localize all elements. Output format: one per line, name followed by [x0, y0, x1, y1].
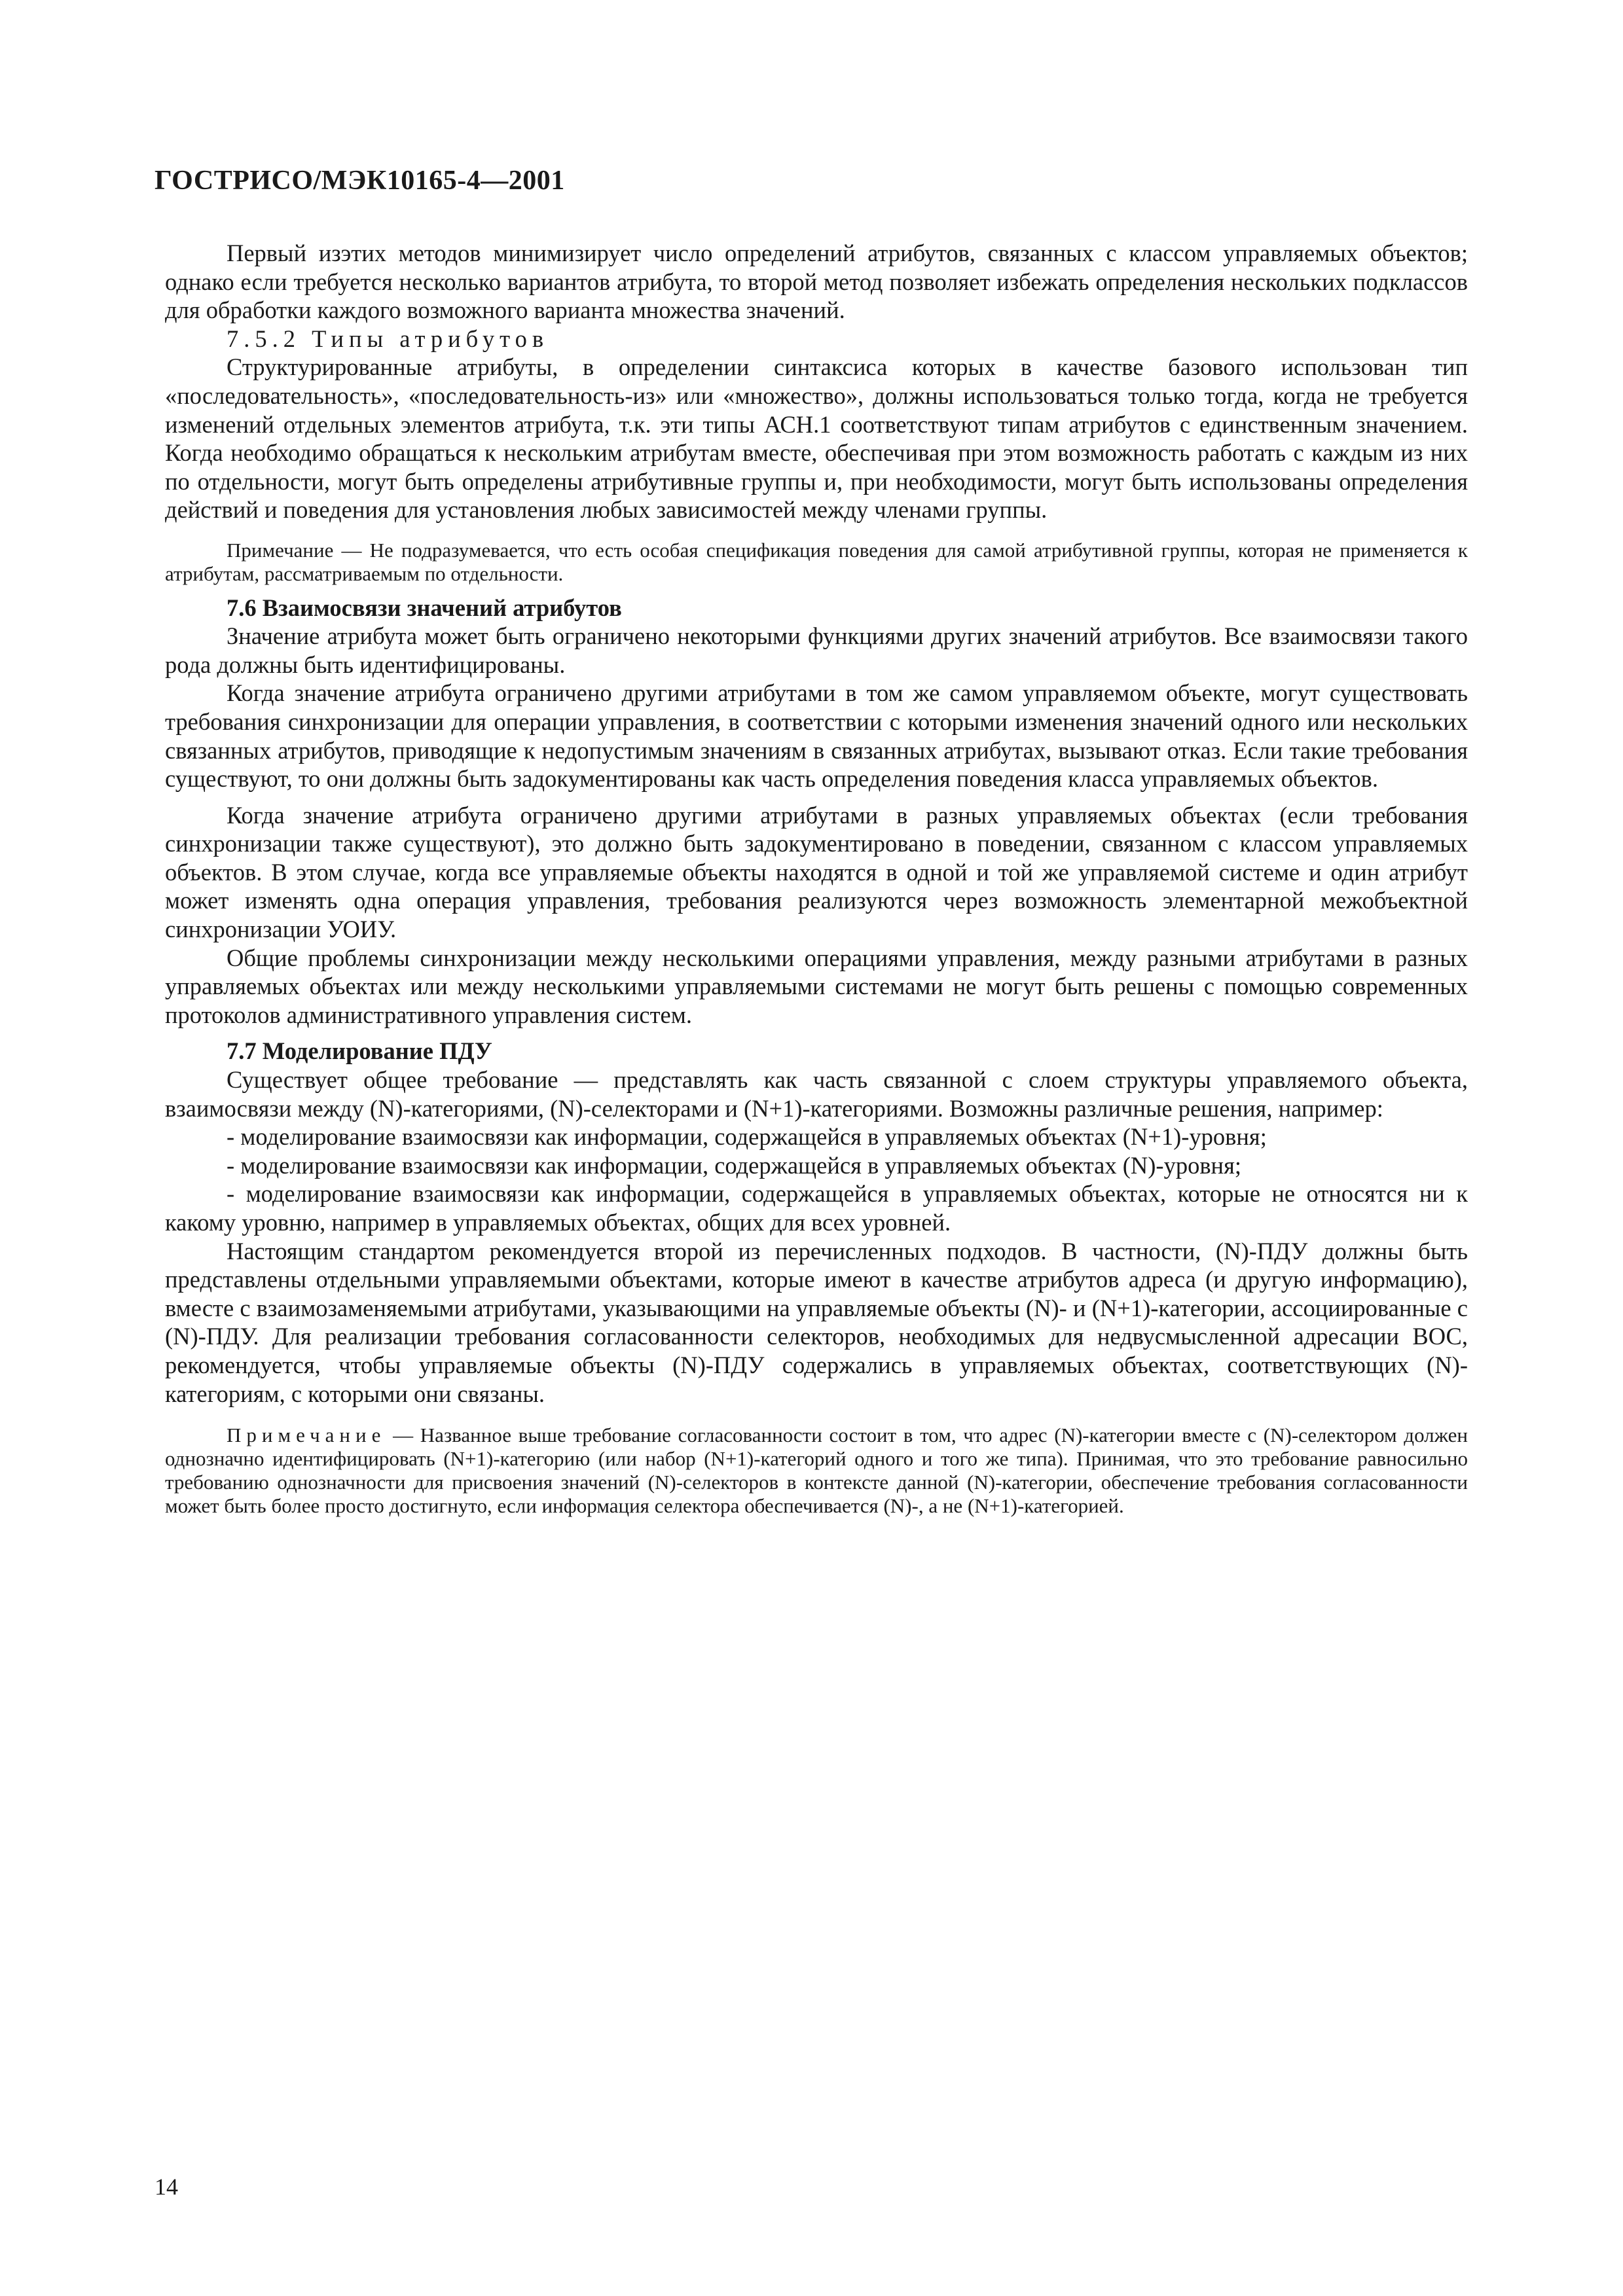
list-item: - моделирование взаимосвязи как информации, содержащейся в управляемых объектах (N+1)-уровня;: [227, 1123, 1267, 1151]
note: [165, 1424, 1468, 1517]
note-label: Примечание: [227, 1424, 386, 1447]
section-heading-7-6: 7.6 Взаимосвязи значений атрибутов: [227, 594, 622, 621]
document-body: [165, 239, 1468, 1517]
approach-list: [165, 1122, 1468, 1236]
paragraph: Когда значение атрибута ограничено другими атрибутами в том же самом управляемом объекте, могут существовать требования синхронизации для операции управления, в соответствии с которыми изменения значений одного или нескольких связанных атрибутов, приводящие к недопустимым значениям в связанных атрибутах, вызывают отказ. Если такие требования существуют, то они должны быть задокументированы как часть определения поведения класса управляемых объектов.: [165, 679, 1468, 793]
page-number: 14: [155, 2174, 178, 2200]
paragraph: Когда значение атрибута ограничено другими атрибутами в разных управляемых объектах (если требования синхронизации также существуют), это должно быть задокументировано в поведении, связанном с классом управляемых объектов. В этом случае, когда все управляемые объекты находятся в одной и той же управляемой системе и один атрибут может изменять одна операция управления, требования реализуются через возможность элементарной межобъектной синхронизации УОИУ.: [165, 801, 1468, 943]
paragraph: Существует общее требование — представлять как часть связанной с слоем структуры управляемого объекта, взаимосвязи между (N)-категориями, (N)-селекторами и (N+1)-категориями. Возможны различные решения, например:: [165, 1066, 1468, 1122]
list-item: - моделирование взаимосвязи как информации, содержащейся в управляемых объектах, которые не относятся ни к какому уровню, например в управляемых объектах, общих для всех уровней.: [165, 1180, 1468, 1236]
note-text: — Названное выше требование согласованности состоит в том, что адрес (N)-категории вместе с (N)-селектором должен однозначно идентифицировать (N+1)-категорию (или набор (N+1)-категорий одного и того же типа). Принимая, что это требование равносильно требованию однозначности для присвоения значений (N)-селекторов в контексте данной (N)-категории, обеспечение требования согласованности может быть более просто достигнуто, если информация селектора обеспечивается (N)-, а не (N+1)-категорией.: [165, 1424, 1468, 1517]
section-heading-7-7: 7.7 Моделирование ПДУ: [227, 1037, 492, 1065]
note: Примечание — Не подразумевается, что есть особая спецификация поведения для самой атрибутивной группы, которая не применяется к атрибутам, рассматриваемым по отдельности.: [165, 538, 1468, 585]
paragraph: Структурированные атрибуты, в определении синтаксиса которых в качестве базового использован тип «последовательность», «последовательность-из» или «множество», должны использоваться только тогда, когда не требуется изменений отдельных элементов атрибута, т.к. эти типы АСН.1 соответствуют типам атрибутов с единственным значением. Когда необходимо обращаться к нескольким атрибутам вместе, обеспечивая при этом возможность работать с каждым из них по отдельности, могут быть определены атрибутивные группы и, при необходимости, могут быть использованы определения действий и поведения для установления любых зависимостей между членами группы.: [165, 353, 1468, 524]
subsection-heading-7-5-2: 7.5.2 Типы атрибутов: [227, 325, 549, 352]
list-item: - моделирование взаимосвязи как информации, содержащейся в управляемых объектах (N)-уровня;: [227, 1151, 1242, 1179]
paragraph: Значение атрибута может быть ограничено некоторыми функциями других значений атрибутов. Все взаимосвязи такого рода должны быть идентифицированы.: [165, 622, 1468, 678]
paragraph: Общие проблемы синхронизации между несколькими операциями управления, между разными атрибутами в разных управляемых объектах или между несколькими управляемыми системами не могут быть решены с помощью современных протоколов административного управления систем.: [165, 944, 1468, 1028]
paragraph: Первый изэтих методов минимизирует число определений атрибутов, связанных с классом управляемых объектов; однако если требуется несколько вариантов атрибута, то второй метод позволяет избежать определения нескольких подклассов для обработки каждого возможного варианта множества значений.: [165, 240, 1468, 324]
paragraph: Настоящим стандартом рекомендуется второй из перечисленных подходов. В частности, (N)-ПДУ должны быть представлены отдельными управляемыми объектами, которые имеют в качестве атрибутов адреса (и другую информацию), вместе с взаимозаменяемыми атрибутами, указывающими на управляемые объекты (N)- и (N+1)-категории, ассоциированные с (N)-ПДУ. Для реализации требования согласованности селекторов, необходимых для недвусмысленной адресации ВОС, рекомендуется, чтобы управляемые объекты (N)-ПДУ содержались в управляемых объектах, соответствующих (N)-категориям, с которыми они связаны.: [165, 1237, 1468, 1407]
document-header: ГОСТРИСО/МЭК10165-4—2001: [155, 166, 565, 196]
